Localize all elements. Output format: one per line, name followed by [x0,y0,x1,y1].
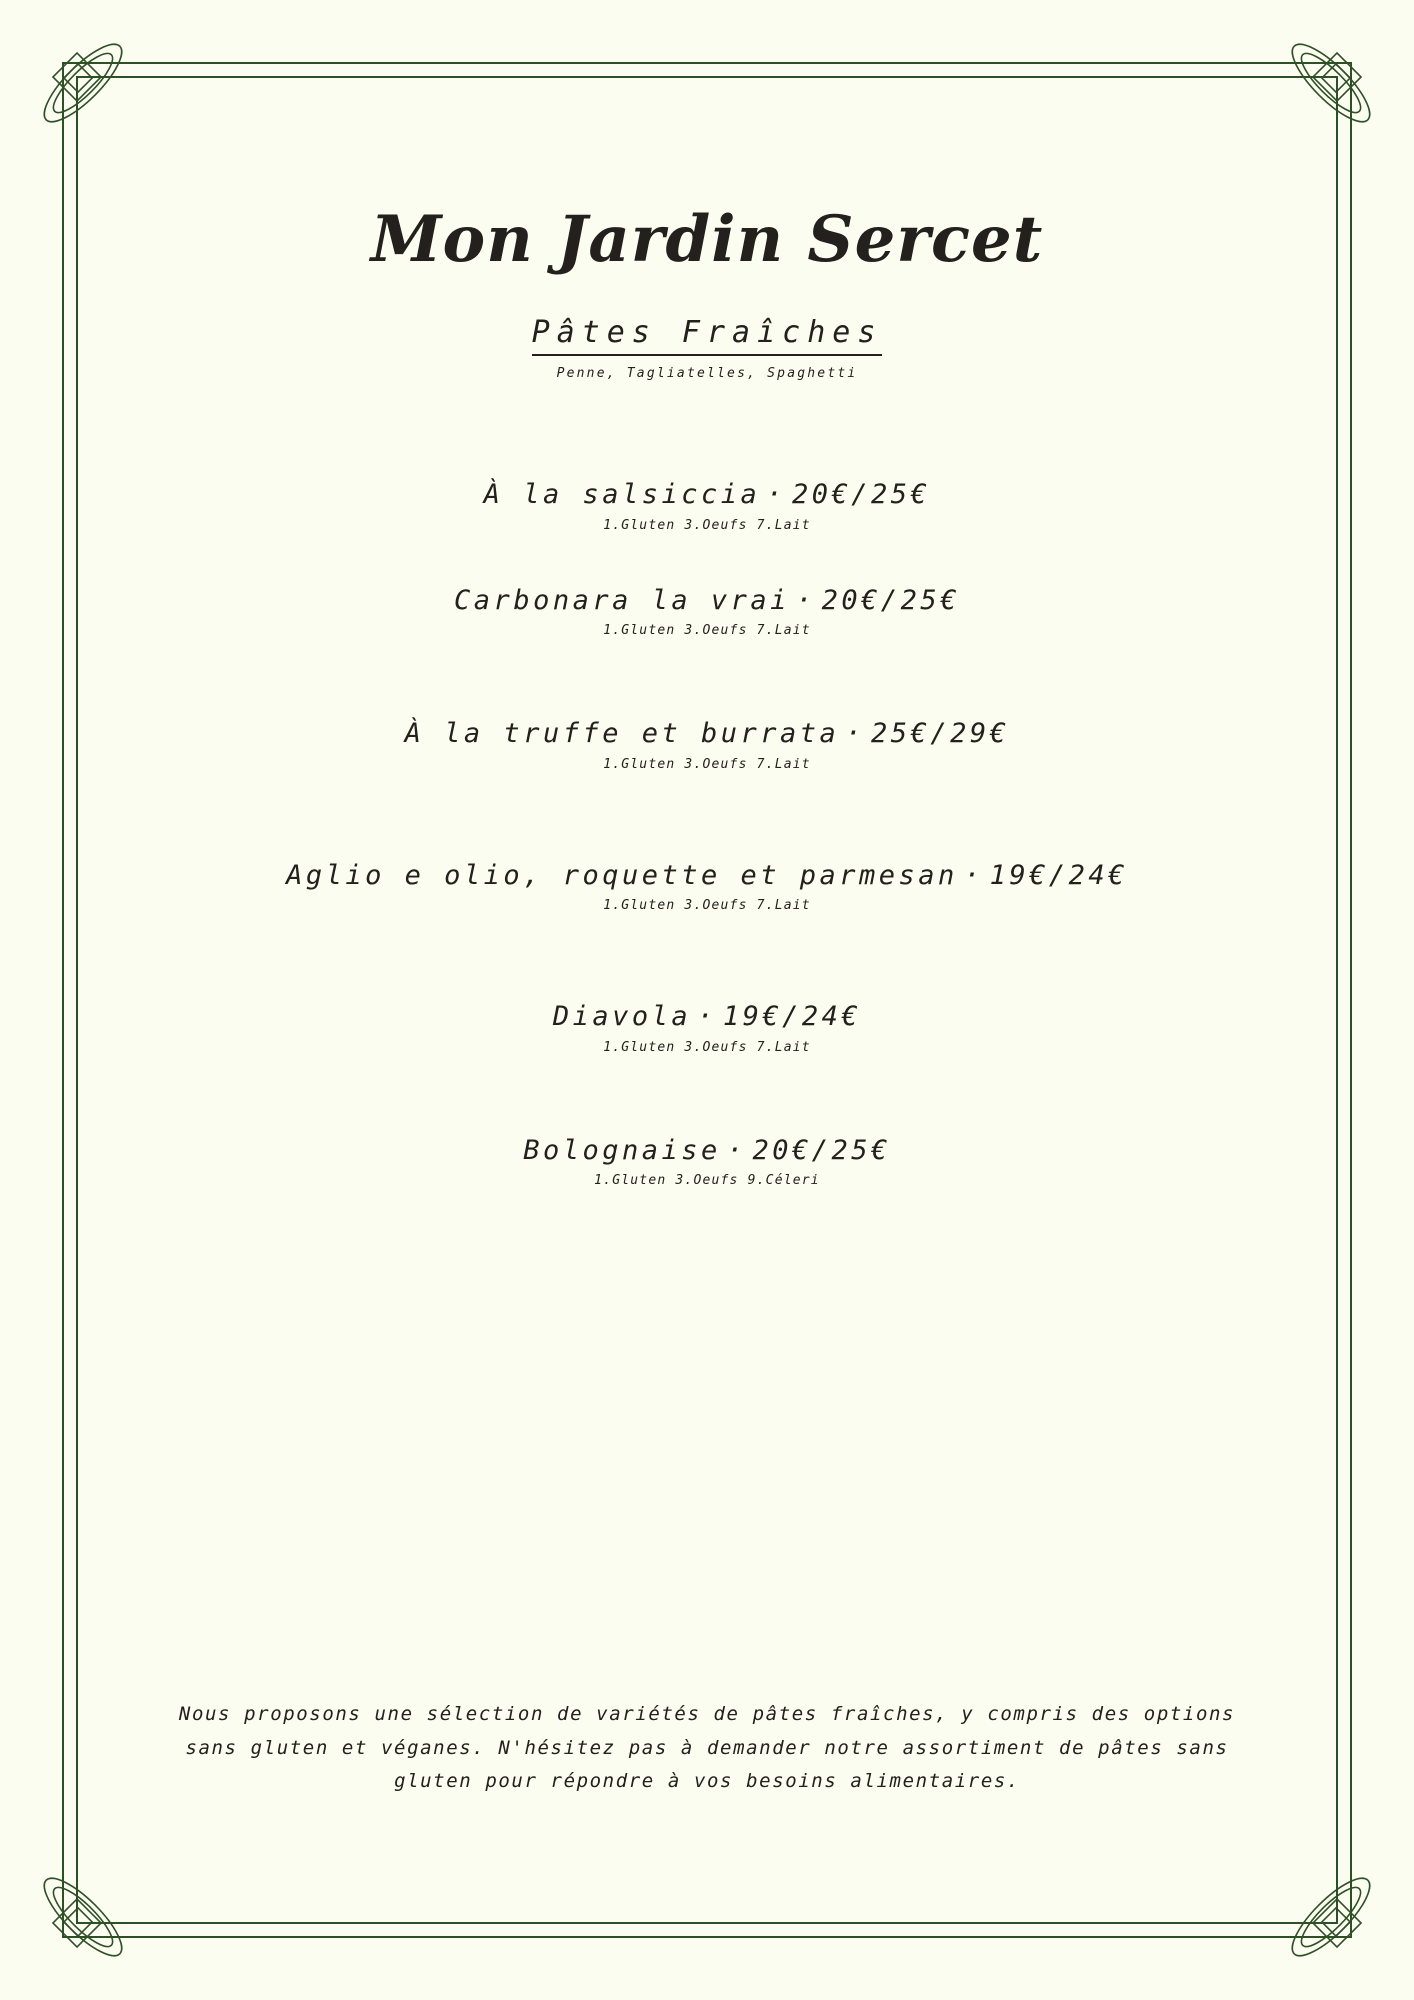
menu-item-price: 19€/24€ [722,1001,862,1033]
menu-item-price: 19€/24€ [989,859,1128,891]
section-title: Pâtes Fraîches [532,315,883,356]
menu-item-name: À la truffe et burrata [404,718,840,750]
menu-item-separator: · [845,718,866,750]
menu-item-allergens: 1.Gluten 3.Oeufs 7.Lait [603,756,811,772]
section-subtitle: Penne, Tagliatelles, Spaghetti [556,366,858,382]
menu-item-name-row [120,583,1294,619]
menu-item-name-row [120,477,1294,513]
menu-content [120,150,1294,1880]
menu-item-separator: · [795,584,816,616]
corner-ornament-icon [18,18,148,148]
menu-item [120,1133,1294,1188]
menu-item-price: 25€/29€ [871,718,1010,750]
menu-item-price: 20€/25€ [752,1134,891,1166]
section-header [120,275,1294,381]
menu-item-allergens: 1.Gluten 3.Oeufs 7.Lait [603,898,811,914]
menu-item-allergens: 1.Gluten 3.Oeufs 9.Céleri [594,1173,820,1189]
menu-item-separator: · [963,859,984,891]
menu-item-name: Carbonara la vrai [454,584,790,616]
menu-item-name: Aglio e olio, roquette et parmesan [286,859,958,891]
menu-item-name-row [120,999,1294,1035]
menu-item-separator: · [697,1001,717,1033]
menu-item-separator: · [766,479,787,511]
menu-item-name: Bolognaise [523,1134,721,1166]
menu-item [120,999,1294,1054]
restaurant-title: Mon Jardin Sercet [370,202,1044,277]
menu-item-allergens: 1.Gluten 3.Oeufs 7.Lait [603,517,811,533]
menu-item-allergens: 1.Gluten 3.Oeufs 7.Lait [603,1039,811,1055]
menu-item-name-row [120,716,1294,752]
menu-item-name: Diavola [552,1001,692,1033]
menu-item-separator: · [726,1134,747,1166]
menu-item [120,477,1294,532]
menu-item-name-row [120,1133,1294,1169]
menu-item-name-row [120,858,1294,894]
menu-item [120,858,1294,913]
footer-note: Nous proposons une sélection de variétés de pâtes fraîches, y compris des options sans gluten et véganes. N'hésitez pas à demander notre assortiment de pâtes sans gluten pour répondre à vos besoins alimentaires. [178,1703,1236,1792]
menu-item-name: À la salsiccia [483,479,761,511]
menu-item [120,583,1294,638]
menu-item-list [120,477,1294,1188]
menu-item [120,716,1294,771]
menu-item-price: 20€/25€ [792,479,931,511]
menu-item-price: 20€/25€ [821,584,960,616]
corner-ornament-icon [1266,18,1396,148]
menu-item-allergens: 1.Gluten 3.Oeufs 7.Lait [603,623,811,639]
